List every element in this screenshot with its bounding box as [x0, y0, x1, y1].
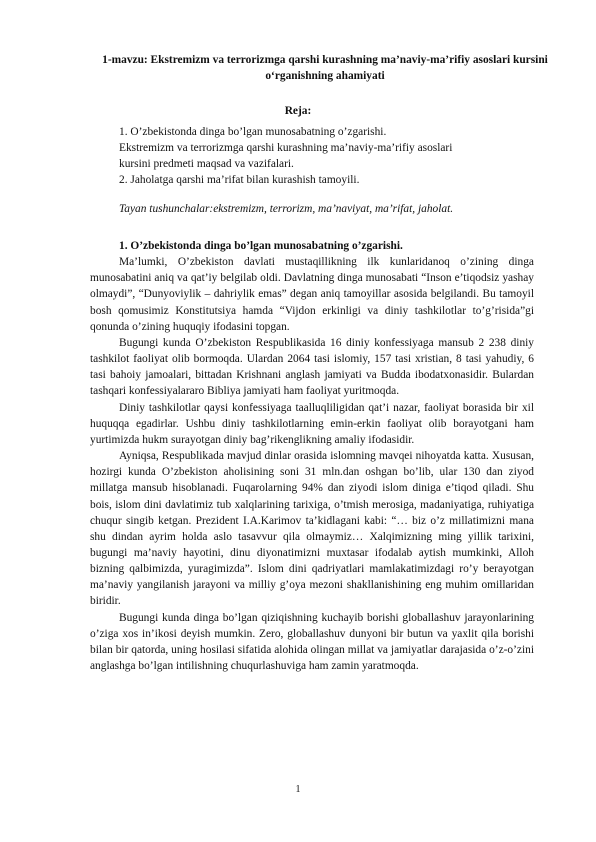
- paragraph: Bugungi kunda dinga bo’lgan qiziqishning kuchayib borishi globallashuv jarayonlarining o’ziga xos in’ikosi deyish mumkin. Zero, globallashuv dunyoni bir butun va yaxlit qila borishi bilan bir qatorda, uning hosilasi sifatida alohida olingan millat va jamiyatlar darajasida o’z-o’zini anglashga bo’lgan intilishning chuqurlashuviga ham zamin yaratmoqda.: [90, 611, 534, 673]
- section-heading: 1. O’zbekistonda dinga bo’lgan munosabatning o’zgarishi.: [119, 240, 403, 252]
- plan-heading: Reja:: [284, 105, 312, 117]
- plan-item: 1. O’zbekistonda dinga bo’lgan munosabatning o’zgarishi.: [119, 126, 387, 138]
- plan-item: Ekstremizm va terrorizmga qarshi kurashning ma’naviy-ma’rifiy asoslari: [119, 142, 453, 154]
- plan-item: kursini predmeti maqsad va vazifalari.: [119, 158, 294, 170]
- paragraph: Ayniqsa, Respublikada mavjud dinlar orasida islomning mavqei nihoyatda katta. Xususan, hozirgi kunda O’zbekiston aholisining soni 31 mln.dan oshgan bo’lib, ular 130 dan ziyod millatga mansub hisoblanadi. Fuqarolarning 94% dan ziyodi islom diniga e’tiqod qiladi. Shu bois, islom dini davlatimiz tub xalqlarining tarixiga, o’tmish merosiga, madaniyatiga, ruhiyatiga chuqur singib ketgan. Prezident I.A.Karimov ta’kidlagani kabi: “… biz o’z millatimizni mana shu dindan ayrim holda aslo tasavvur qila olmaymiz… Xalqimizning ming yillik tarixini, bugungi ma’naviy hayotini, dinu diyonatimizni muxtasar ifodalab aytish mumkinki, Alloh bizning qalbimizda, yuragimizda”. Islom dini qadriyatlari mamlakatimizdagi ro’y berayotgan ma’naviy yangilanish jarayoni va milliy g’oya mezoni shakllanishining eng muhim omillaridan biridir.: [90, 450, 534, 608]
- section-body: [90, 238, 534, 674]
- paragraph: Bugungi kunda O’zbekiston Respublikasida 16 diniy konfessiyaga mansub 2 238 diniy tashkilot faoliyat olib bormoqda. Ulardan 2064 tasi islomiy, 157 tasi xristian, 8 tasi yahudiy, 6 tasi bahoiy jamoalari, bittadan Krishnani anglash jamiyati va Budda ibodatxonasidir. Bulardan tashqari konfessiyalararo Bibliya jamiyati ham faoliyat yuritmoqda.: [90, 336, 534, 398]
- paragraph: Ma’lumki, O’zbekiston davlati mustaqillikning ilk kunlaridanoq o’zining dinga munosabatini aniq va qat’iy belgilab oldi. Davlatning dinga munosabati “Inson e’tiqodsiz yashay olmaydi”, “Dunyoviylik – dahriylik emas” degan aniq tamoyillar asosida belgilandi. Bu tamoyil bosh qomusimiz Konstitutsiya hamda “Vijdon erkinligi va diniy tashkilotlar to’g’risida”gi qonunda o’zining huquqiy ifodasini topgan.: [90, 256, 534, 333]
- plan-list: [119, 124, 559, 188]
- paragraph: Diniy tashkilotlar qaysi konfessiyaga taalluqliligidan qat’i nazar, faoliyat borasida bir xil huquqqa egadirlar. Ushbu diniy tashkilotlarning emin-erkin faoliyat olib borayotgani ham yurtimizda hukm surayotgan diniy bag’rikenglikning amaliy ifodasidir.: [90, 401, 534, 446]
- plan-item: 2. Jaholatga qarshi ma’rifat bilan kurashish tamoyili.: [119, 174, 360, 186]
- page-number: 1: [295, 784, 301, 795]
- key-terms: Tayan tushunchalar:ekstremizm, terrorizm, ma’naviyat, ma’rifat, jaholat.: [119, 203, 454, 215]
- document-title: 1-mavzu: Ekstremizm va terrorizmga qarshi kurashning ma’naviy-ma’rifiy asoslari kursini o‘rganishning ahamiyati: [102, 54, 548, 82]
